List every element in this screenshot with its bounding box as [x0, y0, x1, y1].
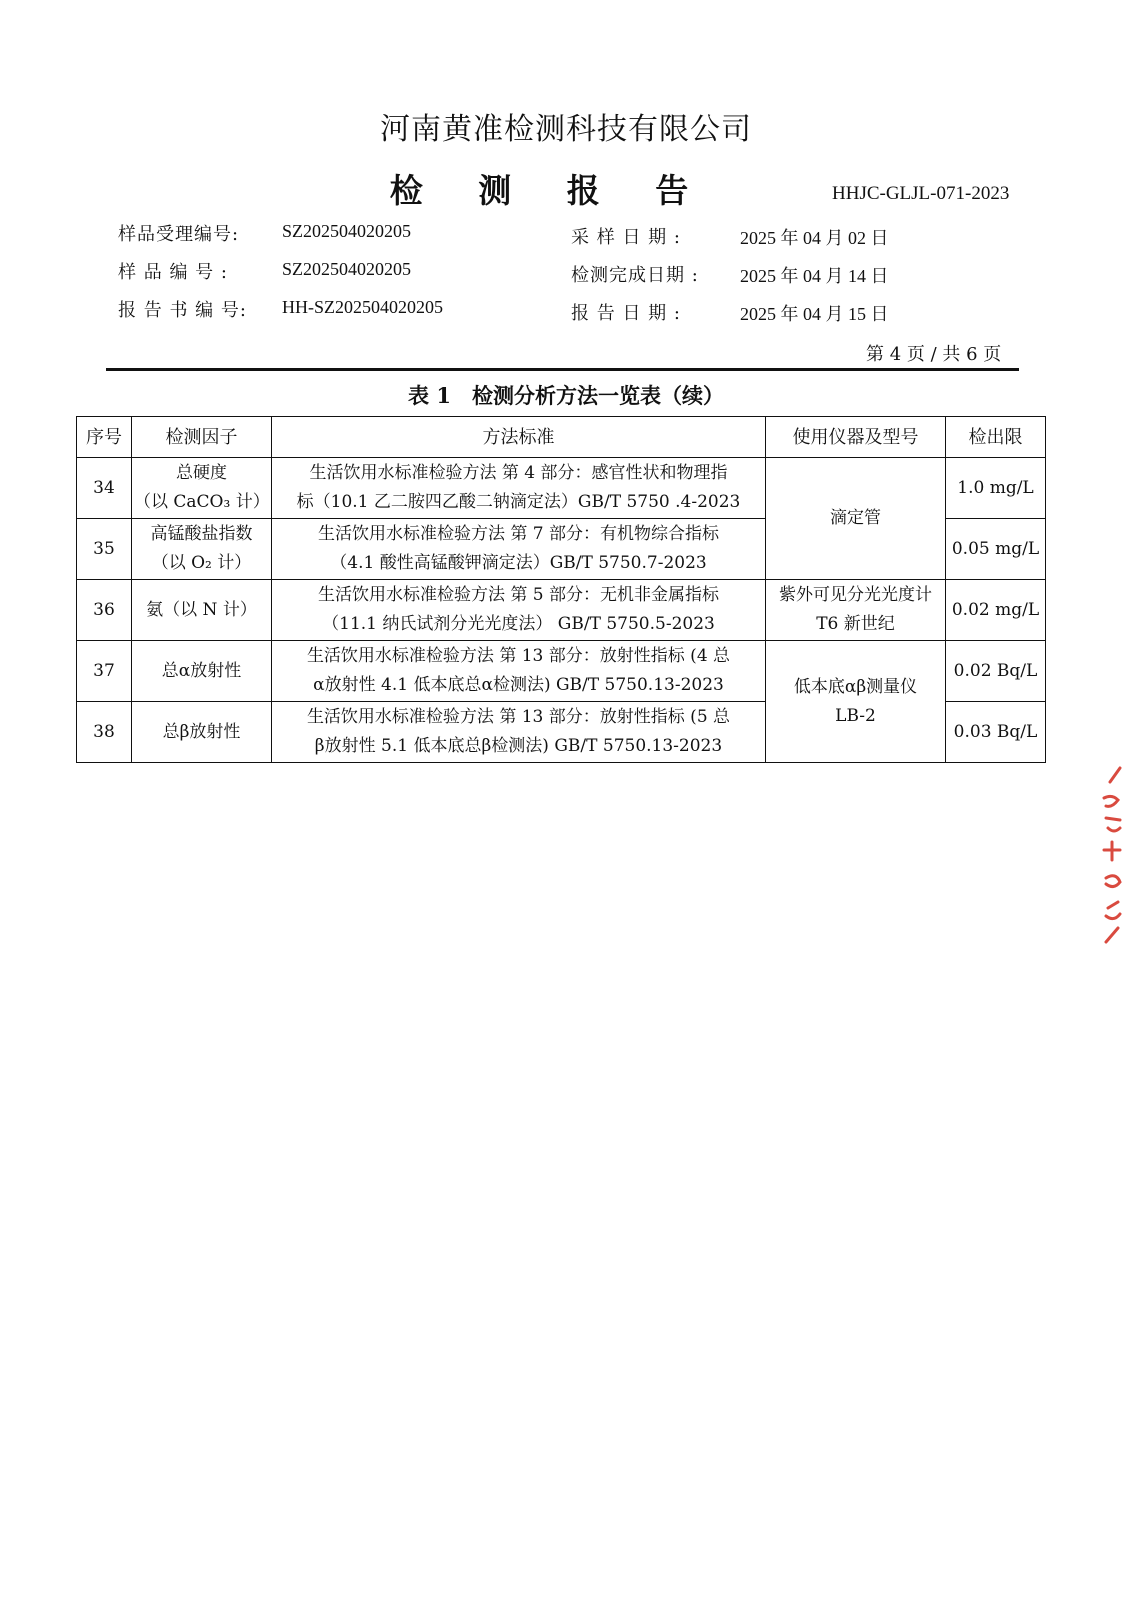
table-row: [77, 458, 1046, 519]
factor-line: 总硬度: [176, 463, 227, 483]
instrument-line: 低本底αβ测量仪: [793, 676, 918, 697]
row-factor: 氨（以 N 计）: [132, 580, 272, 641]
row-limit: 0.03 Bq/L: [946, 702, 1046, 763]
sampling-date-label: 采 样 日 期 :: [571, 227, 681, 248]
standard-line: 生活饮用水标准检验方法 第 5 部分：无机非金属指标: [317, 585, 720, 605]
factor-line: 高锰酸盐指数: [150, 524, 253, 544]
standard-line: （11.1 纳氏试剂分光光度法） GB/T 5750.5-2023: [322, 614, 715, 634]
sampling-date-value: 2025 年 04 月 02 日: [740, 228, 889, 248]
row-number: 37: [77, 641, 132, 702]
row-limit: 1.0 mg/L: [946, 458, 1046, 519]
row-factor: [132, 458, 272, 519]
standard-line: 生活饮用水标准检验方法 第 4 部分：感官性状和物理指: [309, 463, 728, 483]
company-name: 河南黄准检测科技有限公司: [380, 112, 752, 147]
row-limit: 0.02 mg/L: [946, 580, 1046, 641]
standard-line: 生活饮用水标准检验方法 第 7 部分：有机物综合指标: [317, 524, 720, 544]
report-date-label: 报 告 日 期 :: [571, 303, 681, 324]
table-row: [77, 580, 1046, 641]
row-factor: 总β放射性: [132, 702, 272, 763]
page-indicator: 第 4 页 / 共 6 页: [866, 344, 1002, 365]
instrument-low-background: [766, 641, 946, 763]
table-row: [77, 641, 1046, 702]
row-standard: [272, 580, 766, 641]
header-factor: 检测因子: [132, 417, 272, 458]
header-no: 序号: [77, 417, 132, 458]
acceptance-number-value: SZ202504020205: [282, 221, 412, 241]
header-divider: [106, 368, 1019, 371]
row-limit: 0.05 mg/L: [946, 519, 1046, 580]
table-caption: 表 1 检测分析方法一览表（续）: [408, 383, 724, 408]
completion-date-label: 检测完成日期 :: [571, 265, 699, 286]
instrument-uv-spectrophotometer: [766, 580, 946, 641]
report-number-label: 报 告 书 编 号:: [118, 300, 247, 321]
row-factor: [132, 519, 272, 580]
standard-line: α放射性 4.1 低本底总α检测法) GB/T 5750.13-2023: [313, 675, 724, 695]
row-standard: [272, 702, 766, 763]
report-title: 检 测 报 告: [389, 171, 711, 210]
standard-line: （4.1 酸性高锰酸钾滴定法）GB/T 5750.7-2023: [330, 553, 707, 573]
header-limit: 检出限: [946, 417, 1046, 458]
row-number: 36: [77, 580, 132, 641]
row-limit: 0.02 Bq/L: [946, 641, 1046, 702]
row-standard: [272, 519, 766, 580]
completion-date-value: 2025 年 04 月 14 日: [740, 266, 889, 286]
row-number: 38: [77, 702, 132, 763]
instrument-titration: 滴定管: [766, 458, 946, 580]
methods-table: [76, 416, 1046, 763]
standard-line: 生活饮用水标准检验方法 第 13 部分：放射性指标 (5 总: [306, 707, 731, 727]
instrument-line: LB-2: [835, 705, 876, 726]
row-factor: 总α放射性: [132, 641, 272, 702]
sample-number-label: 样 品 编 号 :: [118, 262, 228, 283]
row-number: 35: [77, 519, 132, 580]
standard-line: 生活饮用水标准检验方法 第 13 部分：放射性指标 (4 总: [306, 646, 731, 666]
standard-line: 标（10.1 乙二胺四乙酸二钠滴定法）GB/T 5750 .4-2023: [296, 492, 741, 512]
seal-stamp-icon: [1098, 758, 1126, 948]
report-number-value: HH-SZ202504020205: [282, 297, 443, 317]
table-header-row: [77, 417, 1046, 458]
row-standard: [272, 641, 766, 702]
instrument-line: 紫外可见分光光度计: [779, 585, 932, 605]
report-date-value: 2025 年 04 月 15 日: [740, 304, 889, 324]
row-standard: [272, 458, 766, 519]
row-number: 34: [77, 458, 132, 519]
acceptance-number-label: 样品受理编号:: [118, 224, 240, 245]
sample-number-value: SZ202504020205: [282, 259, 412, 279]
instrument-line: T6 新世纪: [816, 614, 895, 634]
document-number: HHJC-GLJL-071-2023: [832, 183, 1010, 204]
factor-line: （以 CaCO₃ 计）: [134, 492, 270, 512]
standard-line: β放射性 5.1 低本底总β检测法) GB/T 5750.13-2023: [314, 736, 723, 756]
header-standard: 方法标准: [272, 417, 766, 458]
header-instrument: 使用仪器及型号: [766, 417, 946, 458]
factor-line: （以 O₂ 计）: [151, 553, 252, 573]
